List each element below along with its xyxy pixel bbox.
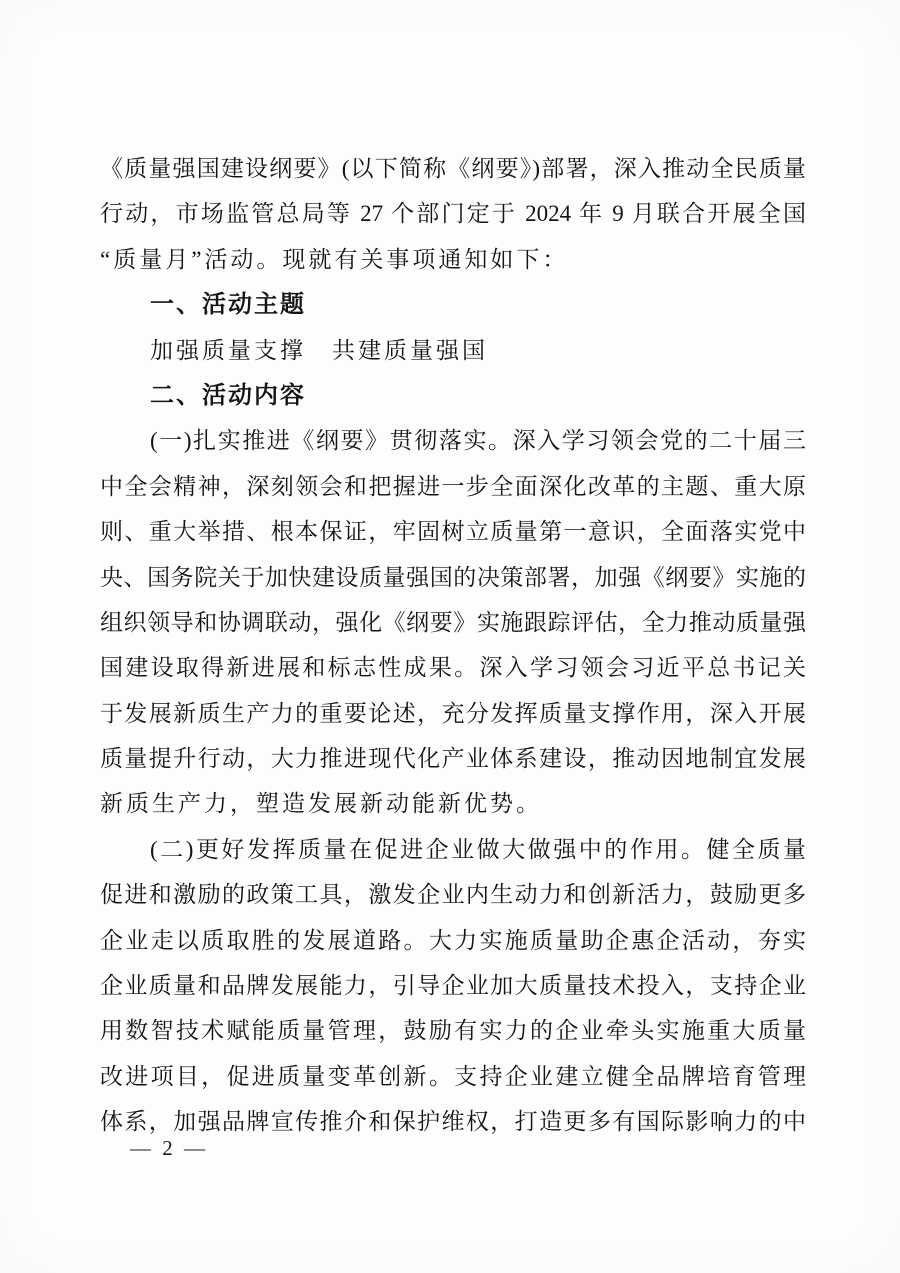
body-line: “质量月”活动。现就有关事项通知如下： <box>100 246 569 272</box>
page-number: — 2 — <box>130 1136 208 1160</box>
document-text-block <box>100 146 806 1145</box>
body-line: 于发展新质生产力的重要论述，充分发挥质量支撑作用，深入开展 <box>100 700 806 726</box>
body-line: 企业走以质取胜的发展道路。大力实施质量助企惠企活动，夯实 <box>100 927 806 953</box>
section-heading-activity-theme: 一、活动主题 <box>150 291 306 319</box>
body-line: 则、重大举措、根本保证，牢固树立质量第一意识，全面落实党中 <box>100 519 806 545</box>
body-line: 《质量强国建设纲要》(以下简称《纲要》)部署，深入推动全民质量 <box>100 156 806 181</box>
body-line: 促进和激励的政策工具，激发企业内生动力和创新活力，鼓励更多 <box>100 882 806 908</box>
activity-theme-line: 加强质量支撑 共建质量强国 <box>150 337 488 363</box>
body-line: 企业质量和品牌发展能力，引导企业加大质量技术投入，支持企业 <box>100 973 806 999</box>
section-heading-activity-content: 二、活动内容 <box>150 381 306 409</box>
body-line: 国建设取得新进展和标志性成果。深入学习领会习近平总书记关 <box>100 655 806 681</box>
body-line: 用数智技术赋能质量管理，鼓励有实力的企业牵头实施重大质量 <box>100 1018 806 1044</box>
body-line: 质量提升行动，大力推进现代化产业体系建设，推动因地制宜发展 <box>100 746 806 772</box>
body-line: 行动，市场监管总局等 27 个部门定于 2024 年 9 月联合开展全国 <box>100 201 806 227</box>
body-line: 组织领导和协调联动，强化《纲要》实施跟踪评估，全力推动质量强 <box>100 609 806 635</box>
body-line: 新质生产力，塑造发展新动能新优势。 <box>100 791 542 817</box>
body-line: 中全会精神，深刻领会和把握进一步全面深化改革的主题、重大原 <box>100 473 806 499</box>
body-line: 体系，加强品牌宣传推介和保护维权，打造更多有国际影响力的中 <box>100 1109 806 1135</box>
paragraph-1-first-line: (一)扎实推进《纲要》贯彻落实。深入学习领会党的二十届三 <box>150 428 806 454</box>
body-line: 改进项目，促进质量变革创新。支持企业建立健全品牌培育管理 <box>100 1063 806 1089</box>
body-line: 央、国务院关于加快建设质量强国的决策部署，加强《纲要》实施的 <box>100 564 806 590</box>
paragraph-2-first-line: (二)更好发挥质量在促进企业做大做强中的作用。健全质量 <box>150 836 806 862</box>
